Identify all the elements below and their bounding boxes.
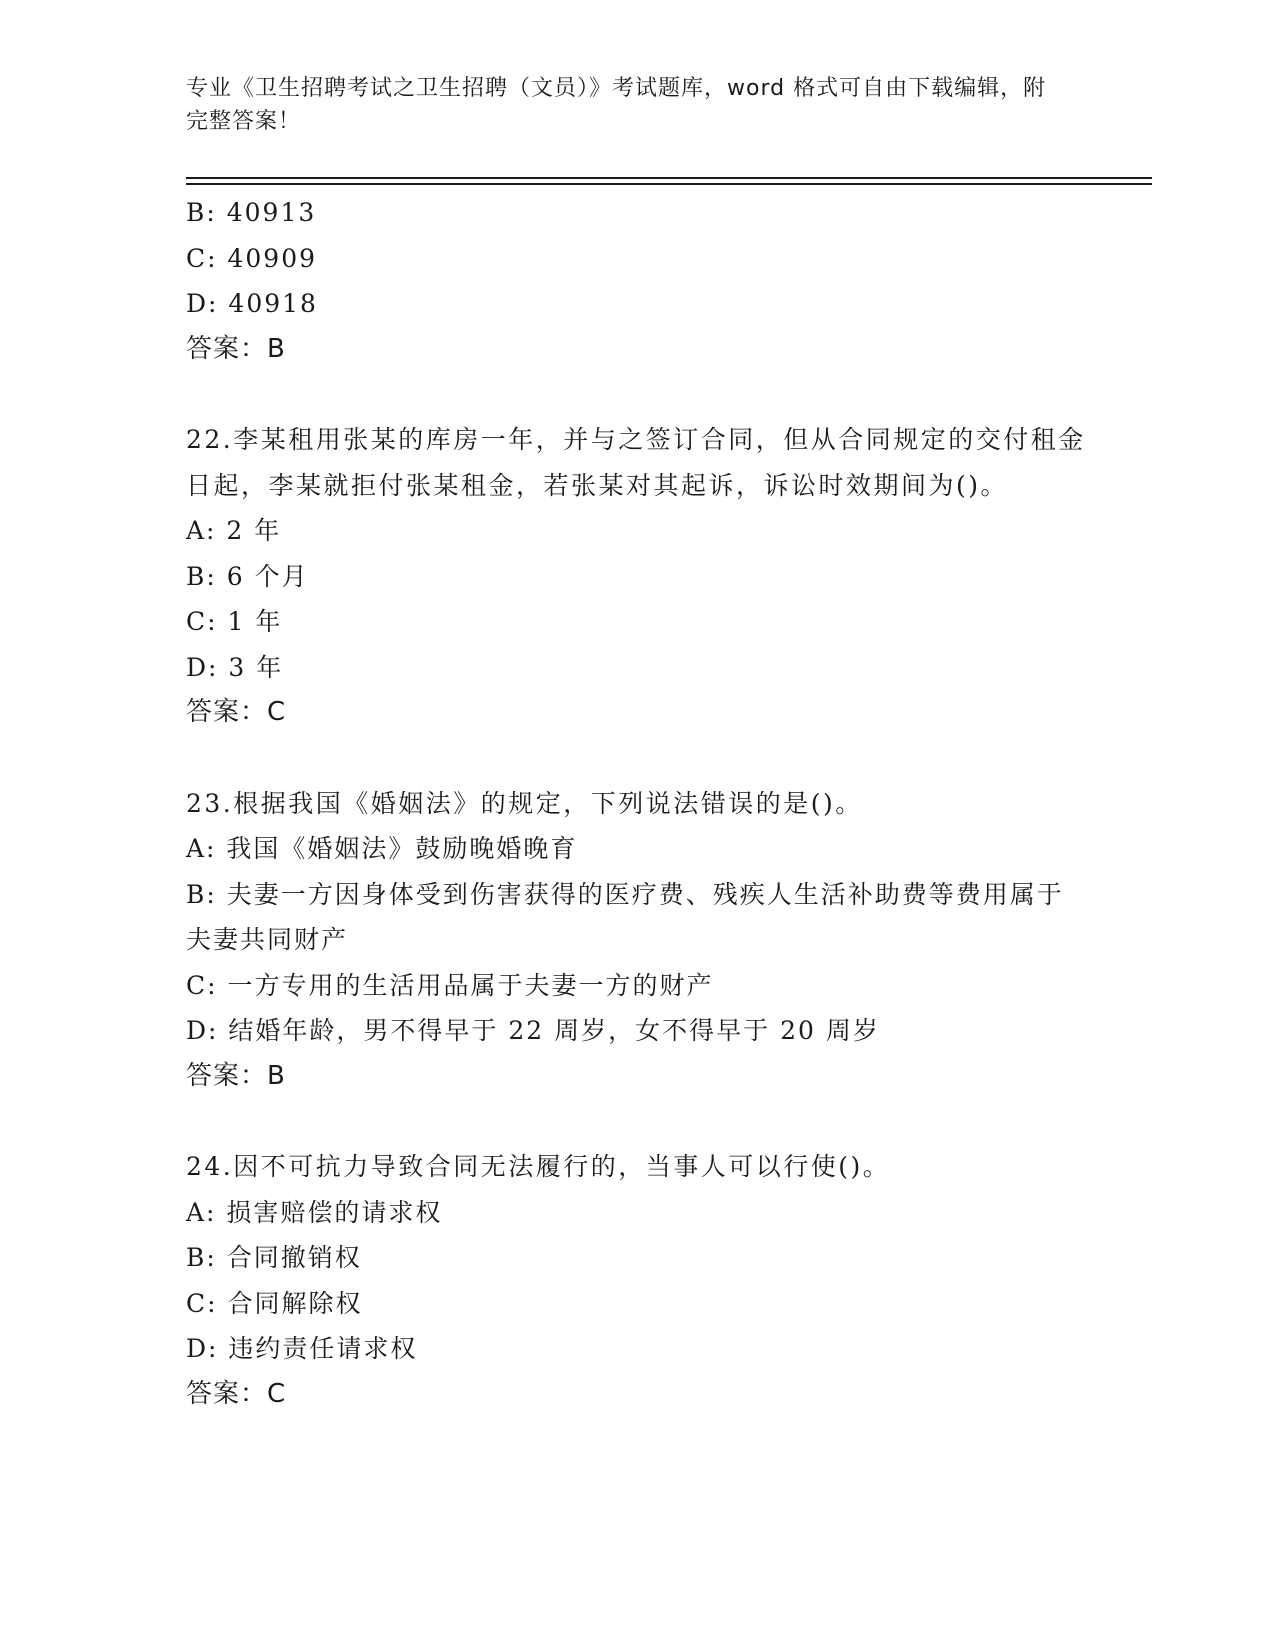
- option-a: A: 2 年: [186, 516, 282, 545]
- option-c: C: 40909: [186, 243, 318, 273]
- question-text: 22.李某租用张某的库房一年，并与之签订合同，但从合同规定的交付租金日起，李某就拒付张某租金，若张某对其起诉，诉讼时效期间为()。: [186, 425, 1086, 500]
- option-b: B: 合同撤销权: [186, 1243, 362, 1272]
- question-block-22: [186, 417, 1086, 736]
- spacer: [186, 736, 1086, 781]
- question-block-24: [186, 1144, 1086, 1417]
- option-c: C: 合同解除权: [186, 1288, 363, 1318]
- option-a: A: 损害赔偿的请求权: [186, 1197, 443, 1227]
- question-text: 24.因不可抗力导致合同无法履行的，当事人可以行使()。: [186, 1152, 891, 1181]
- option-c: C: 1 年: [186, 607, 283, 636]
- option-b: B: 40913: [186, 198, 317, 227]
- option-d: D: 3 年: [186, 652, 284, 682]
- document-header: 专业《卫生招聘考试之卫生招聘（文员）》考试题库，word 格式可自由下载编辑，附完整答案！: [186, 76, 1047, 134]
- option-b: B: 6 个月: [186, 561, 309, 591]
- spacer: [186, 372, 1086, 417]
- answer-text: 答案：C: [186, 697, 287, 727]
- option-a: A: 我国《婚姻法》鼓励晚婚晚育: [186, 834, 578, 863]
- answer-text: 答案：B: [186, 1060, 286, 1091]
- option-d: D: 结婚年龄，男不得早于 22 周岁，女不得早于 20 周岁: [186, 1016, 880, 1045]
- option-d: D: 40918: [186, 289, 318, 318]
- question-text: 23.根据我国《婚姻法》的规定，下列说法错误的是()。: [186, 788, 863, 818]
- option-b: B: 夫妻一方因身体受到伤害获得的医疗费、残疾人生活补助费等费用属于夫妻共同财产: [186, 879, 1064, 954]
- document-content: [186, 190, 1086, 1417]
- header-rule-bottom: [186, 183, 1152, 185]
- header-rule-top: [186, 177, 1152, 179]
- question-block-prev: [186, 190, 1086, 372]
- answer-text: 答案：B: [186, 333, 286, 364]
- spacer: [186, 1099, 1086, 1144]
- answer-text: 答案：C: [186, 1378, 287, 1409]
- question-block-23: [186, 781, 1086, 1100]
- option-c: C: 一方专用的生活用品属于夫妻一方的财产: [186, 970, 714, 1000]
- option-d: D: 违约责任请求权: [186, 1334, 418, 1363]
